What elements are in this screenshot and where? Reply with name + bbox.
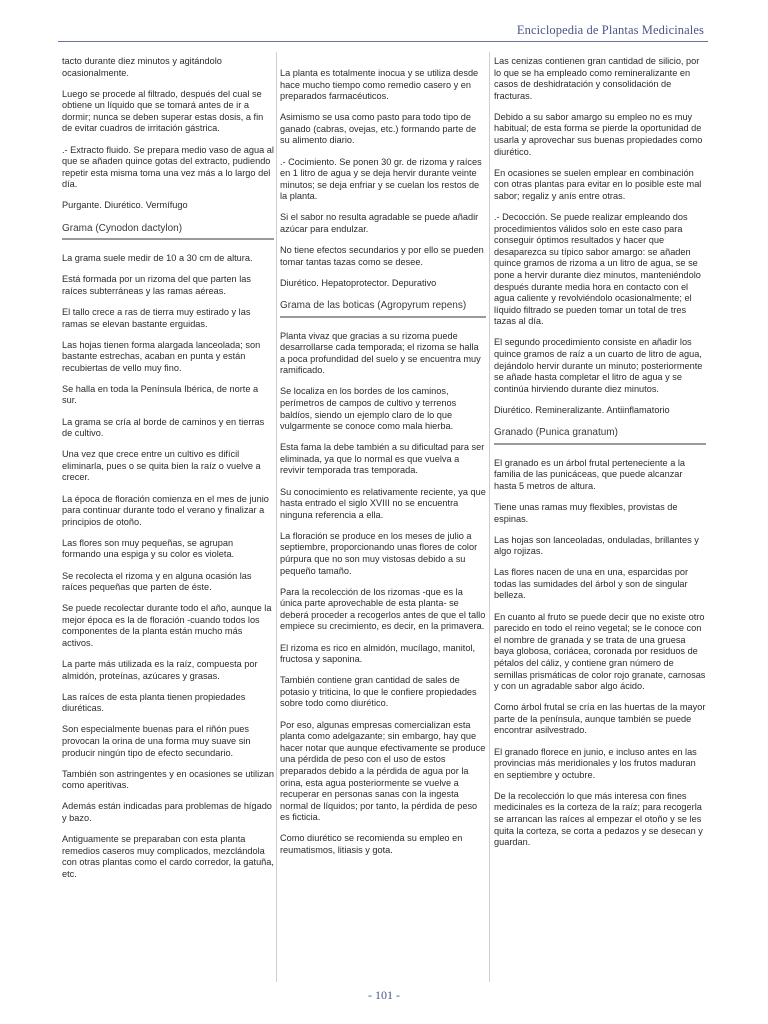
heading-spacer xyxy=(62,245,274,253)
paragraph: Asimismo se usa como pasto para todo tipo de ganado (cabras, ovejas, etc.) formando parte de su alimento diario. xyxy=(280,112,477,146)
paragraph: El tallo crece a ras de tierra muy estirado y las ramas se elevan bastante erguidas. xyxy=(62,306,251,329)
paragraph: Debido a su sabor amargo su empleo no es muy habitual; de esta forma se pierde la oportunidad de usarla y aprovechar sus buenas propiedades como diurético. xyxy=(494,111,703,157)
paragraph: Planta vivaz que gracias a su rizoma puede desarrollarse cada temporada; el rizoma se halla a poca profundidad del suelo y se encuentra muy ramificado. xyxy=(280,330,481,376)
paragraph: Para la recolección de los rizomas -que es la única parte aprovechable de esta planta- se deberá proceder a recogerlos antes de que el tallo empiece su crecimiento, es decir, en la primavera. xyxy=(280,586,486,632)
section-heading: Granado (Punica granatum) xyxy=(494,426,706,445)
paragraph: Diurético. Hepatoprotector. Depurativo xyxy=(280,277,437,288)
paragraph: Luego se procede al filtrado, después del cual se obtiene un líquido que se tomará antes de ir a dormir; nunca se deben superar estas dosis, a fin de evitar cuadros de irritación gástrica. xyxy=(62,88,264,134)
paragraph: Por eso, algunas empresas comercializan esta planta como adelgazante; sin embargo, hay que hacer notar que aunque efectivamente se produce una pérdida de peso con el uso de estos preparados debido a la pérdida de agua por la orina, esta agua posteriormente se vuelve a recuperar en personas sanas con la ingesta normal de líquidos; por tanto, la pérdida de peso es ficticia. xyxy=(280,719,486,823)
paragraph: Si el sabor no resulta agradable se puede añadir azúcar para endulzar. xyxy=(280,212,479,235)
header-rule xyxy=(58,41,708,42)
paragraph: El rizoma es rico en almidón, mucílago, manitol, fructosa y saponina. xyxy=(280,642,476,665)
text-column-2 xyxy=(280,68,486,866)
paragraph: El granado florece en junio, e incluso antes en las provincias más meridionales y los frutos maduran en septiembre y octubre. xyxy=(494,746,697,780)
column-divider xyxy=(489,52,490,982)
header-title: Enciclopedia de Plantas Medicinales xyxy=(516,23,704,37)
section-heading: Grama de las boticas (Agropyrum repens) xyxy=(280,299,486,318)
paragraph: El segundo procedimiento consiste en añadir los quince gramos de raíz a un cuarto de litro de agua, dejándolo hervir durante un minuto; posteriormente se añade hasta completar el litro de agua y se continúa hirviendo durante diez minutos. xyxy=(494,337,703,394)
paragraph: La floración se produce en los meses de julio a septiembre, proporcionando unas flores de color púrpura que no son muy vistosas debido a su pequeño tamaño. xyxy=(280,530,478,576)
paragraph: La época de floración comienza en el mes de junio para continuar durante todo el verano y finalizar a principios de otoño. xyxy=(62,493,269,527)
paragraph: .- Extracto fluido. Se prepara medio vaso de agua al que se añaden quince gotas del extracto, pudiendo repetir esta misma toma una vez más a lo largo del día. xyxy=(62,144,274,190)
paragraph: De la recolección lo que más interesa con fines medicinales es la corteza de la raíz; para recogerla se arrancan las raíces al empezar el otoño y se les quita la corteza, se corta a pedazos y se desecan y guardan. xyxy=(494,790,703,848)
paragraph: La parte más utilizada es la raíz, compuesta por almidón, proteínas, azúcares y grasas. xyxy=(62,659,258,681)
paragraph: Purgante. Diurético. Vermífugo xyxy=(62,200,188,211)
paragraph: En ocasiones se suelen emplear en combinación con otras plantas para evitar en lo posible este mal sabor; regaliz y anís entre otras. xyxy=(494,167,702,201)
paragraph: Una vez que crece entre un cultivo es difícil eliminarla, pues o se quita bien la raíz o vuelve a crecer. xyxy=(62,449,261,483)
paragraph: También contiene gran cantidad de sales de potasio y triticina, lo que le confiere propiedades sobre todo como diurético. xyxy=(280,675,477,709)
page-header xyxy=(0,0,768,46)
paragraph: Las flores nacen de una en una, esparcidas por todas las sumidades del árbol y son de singular belleza. xyxy=(494,567,689,601)
paragraph: En cuanto al fruto se puede decir que no existe otro parecido en todo el reino vegetal; se le conoce con el nombre de granada y se trata de una gruesa baya globosa, coriácea, coronada por residuos de pétalos del cáliz, y contiene gran número de semillas prismáticas de color rojo granate, carnosas y con un agradable sabor algo ácido. xyxy=(494,611,706,692)
column-divider xyxy=(276,52,277,982)
paragraph: El granado es un árbol frutal perteneciente a la familia de las punicáceas, que puede alcanzar hasta 5 metros de altura. xyxy=(494,457,686,491)
section-heading: Grama (Cynodon dactylon) xyxy=(62,222,274,241)
paragraph: Su conocimiento es relativamente reciente, ya que hasta entrado el siglo XVIII no se encuentra ninguna referencia a ella. xyxy=(280,486,486,520)
text-column-3 xyxy=(494,56,706,858)
paragraph: También son astringentes y en ocasiones se utilizan como aperitivas. xyxy=(62,768,274,791)
paragraph: Se halla en toda la Península Ibérica, de norte a sur. xyxy=(62,383,259,406)
paragraph: Se localiza en los bordes de los caminos, perímetros de campos de cultivo y terrenos baldíos, siendo un ejemplo claro de lo que vulgarmente se conoce como mala hierba. xyxy=(280,386,457,432)
paragraph: Se recolecta el rizoma y en alguna ocasión las raíces pequeñas que parten de éste. xyxy=(62,570,252,593)
paragraph: La planta es totalmente inocua y se utiliza desde hace mucho tiempo como remedio casero y en preparados farmacéuticos. xyxy=(280,68,479,102)
paragraph: Esta fama la debe también a su dificultad para ser eliminada, ya que lo normal es que vuelva a revivir temporada tras temporada. xyxy=(280,442,485,476)
paragraph: Está formada por un rizoma del que parten las raíces subterráneas y las ramas aéreas. xyxy=(62,274,251,296)
paragraph: tacto durante diez minutos y agitándolo ocasionalmente. xyxy=(62,56,222,78)
paragraph: Las raíces de esta planta tienen propiedades diuréticas. xyxy=(62,691,246,714)
paragraph: Como árbol frutal se cría en las huertas de la mayor parte de la península, aunque también se puede encontrar asilvestrado. xyxy=(494,702,706,736)
page-number: - 101 - xyxy=(368,988,400,1002)
paragraph: Además están indicadas para problemas de hígado y bazo. xyxy=(62,801,272,823)
paragraph: Las flores son muy pequeñas, se agrupan formando una espiga y su color es violeta. xyxy=(62,537,235,560)
paragraph: Como diurético se recomienda su empleo en reumatismos, litiasis y gota. xyxy=(280,833,463,855)
paragraph: Son especialmente buenas para el riñón pues provocan la orina de una forma muy suave sin producir ningún tipo de efecto secundario. xyxy=(62,724,251,758)
heading-spacer xyxy=(494,450,706,458)
paragraph: Diurético. Remineralizante. Antiinflamatorio xyxy=(494,404,670,415)
paragraph: Las cenizas contienen gran cantidad de silicio, por lo que se ha empleado como remineralizante en casos de deshidratación y consolidación de fracturas. xyxy=(494,56,700,101)
heading-spacer xyxy=(280,323,486,331)
paragraph: No tiene efectos secundarios y por ello se pueden tomar tantas tazas como se desee. xyxy=(280,245,484,267)
text-column-1 xyxy=(62,56,274,890)
paragraph: Antiguamente se preparaban con esta planta remedios caseros muy complicados, mezclándola con otras plantas como el cardo corredor, la gatuña, etc. xyxy=(62,834,274,879)
paragraph: Las hojas son lanceoladas, onduladas, brillantes y algo rojizas. xyxy=(494,534,699,557)
paragraph: Tiene unas ramas muy flexibles, provistas de espinas. xyxy=(494,501,678,524)
paragraph: La grama se cría al borde de caminos y en tierras de cultivo. xyxy=(62,416,265,439)
paragraph: .- Cocimiento. Se ponen 30 gr. de rizoma y raíces en 1 litro de agua y se deja hervir durante veinte minutos; se deja enfriar y se cuelan los restos de la planta. xyxy=(280,156,482,202)
paragraph: .- Decocción. Se puede realizar empleando dos procedimientos válidos solo en este caso para conseguir óptimos resultados y hacer que desaparezca su típico sabor amargo: se añaden quince gramos de rizoma a un litro de agua, se se pone a hervir durante diez minutos, manteniéndolo después durante media hora en contacto con el agua caliente y revolviéndolo ocasionalmente; el líquido filtrado se pueden tomar un total de tres tazas al día. xyxy=(494,212,701,327)
paragraph: Se puede recolectar durante todo el año, aunque la mejor época es la de floración -cuando todos los componentes de la planta están mucho más activos. xyxy=(62,603,272,648)
paragraph: Las hojas tienen forma alargada lanceolada; son bastante estrechas, acaban en punta y están recubiertas de vello muy fino. xyxy=(62,339,261,373)
paragraph: La grama suele medir de 10 a 30 cm de altura. xyxy=(62,253,253,264)
